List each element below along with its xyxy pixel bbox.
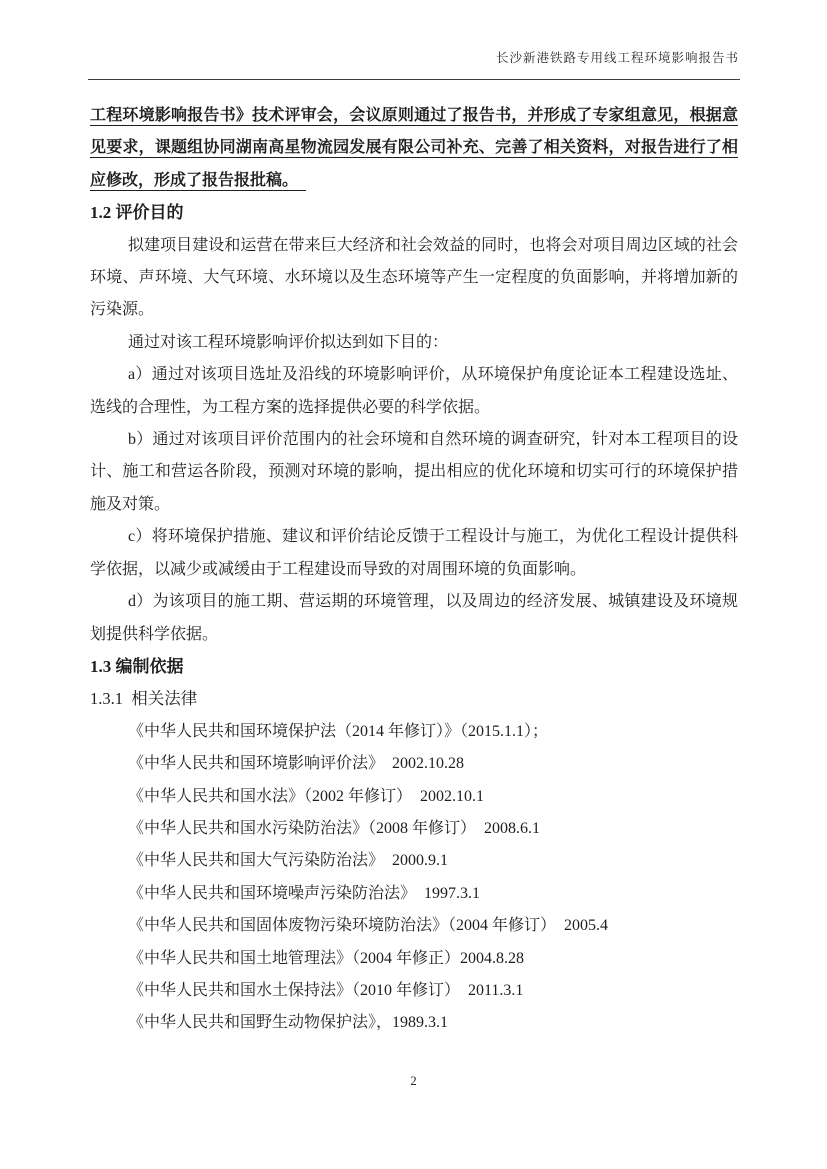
paragraph: 通过对该工程环境影响评价拟达到如下目的： (128, 333, 449, 351)
section-heading-1-3: 1.3 编制依据 (90, 656, 184, 676)
law-item: 《中华人民共和国土地管理法》（2004 年修正）2004.8.28 (128, 949, 525, 967)
document-body (90, 100, 738, 1040)
law-item: 《中华人民共和国大气污染防治法》 2000.9.1 (128, 852, 449, 870)
paragraph-continuation-underlined: 工程环境影响报告书》技术评审会，会议原则通过了报告书，并形成了专家组意见，根据意见要求，课题组协同湖南高星物流园发展有限公司补充、完善了相关资料，对报告进行了相应修改，形成了报告报批稿。 (90, 107, 738, 189)
law-item: 《中华人民共和国环境影响评价法》 2002.10.28 (128, 755, 465, 773)
law-item: 《中华人民共和国水土保持法》（2010 年修订） 2011.3.1 (128, 981, 524, 999)
law-item: 《中华人民共和国野生动物保护法》，1989.3.1 (128, 1014, 449, 1032)
law-item: 《中华人民共和国水污染防治法》（2008 年修订） 2008.6.1 (128, 819, 541, 837)
header-rule (88, 79, 740, 80)
section-heading-1-2: 1.2 评价目的 (90, 203, 184, 223)
paragraph-item-d: d）为该项目的施工期、营运期的环境管理，以及周边的经济发展、城镇建设及环境规划提供科学依据。 (90, 593, 738, 643)
law-item: 《中华人民共和国固体废物污染环境防治法》（2004 年修订） 2005.4 (128, 917, 609, 935)
paragraph-item-c: c）将环境保护措施、建议和评价结论反馈于工程设计与施工，为优化工程设计提供科学依据，以减少或减缓由于工程建设而导致的对周围环境的负面影响。 (90, 528, 738, 578)
page-footer (0, 1072, 827, 1090)
page-header (88, 48, 739, 67)
law-item: 《中华人民共和国水法》（2002 年修订） 2002.10.1 (128, 787, 485, 805)
page-number: 2 (410, 1073, 417, 1088)
paragraph: 拟建项目建设和运营在带来巨大经济和社会效益的同时，也将会对项目周边区域的社会环境、声环境、大气环境、水环境以及生态环境等产生一定程度的负面影响，并将增加新的污染源。 (90, 236, 738, 319)
paragraph-item-a: a）通过对该项目选址及沿线的环境影响评价，从环境保护角度论证本工程建设选址、选线的合理性，为工程方案的选择提供必要的科学依据。 (90, 366, 738, 416)
paragraph-item-b: b）通过对该项目评价范围内的社会环境和自然环境的调查研究，针对本工程项目的设计、施工和营运各阶段，预测对环境的影响，提出相应的优化环境和切实可行的环境保护措施及对策。 (90, 431, 738, 513)
subsection-heading-1-3-1: 1.3.1 相关法律 (90, 689, 198, 709)
header-title: 长沙新港铁路专用线工程环境影响报告书 (495, 51, 739, 65)
law-item: 《中华人民共和国环境噪声污染防治法》 1997.3.1 (128, 884, 481, 902)
law-item: 《中华人民共和国环境保护法（2014 年修订）》（2015.1.1）； (128, 722, 549, 740)
